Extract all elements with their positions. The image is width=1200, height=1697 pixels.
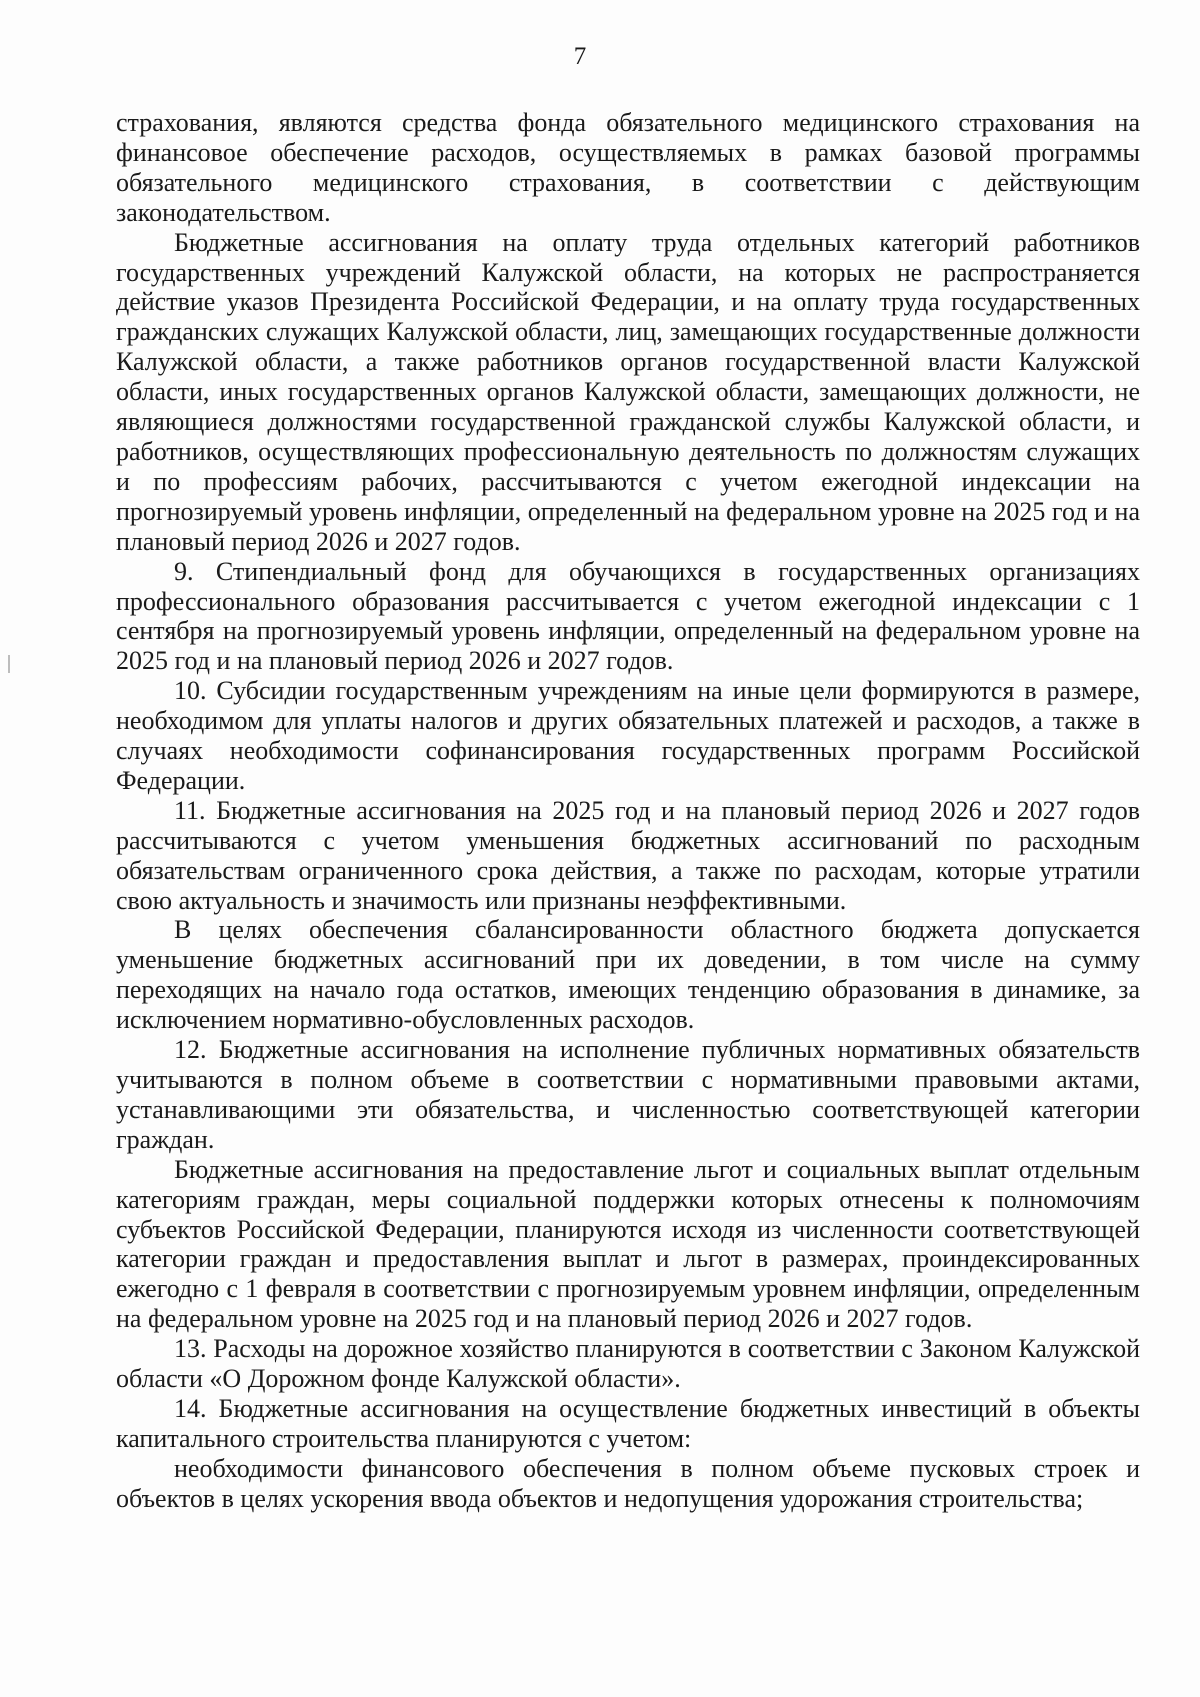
paragraph-item-9-scholarship: 9. Стипендиальный фонд для обучающихся в государственных организациях профессионального образования рассчитывается с учетом ежегодной индексации с 1 сентября на прогнозируемый уровень инфляции, определенный на федеральном уровне на 2025 год и на плановый период 2026 и 2027 годов. (116, 556, 1140, 676)
paragraph-launch-sites: необходимости финансового обеспечения в полном объеме пусковых строек и объектов в целях ускорения ввода объектов и недопущения удорожания строительства; (116, 1453, 1140, 1513)
paragraph-insurance-funds: страхования, являются средства фонда обязательного медицинского страхования на финансовое обеспечение расходов, осуществляемых в рамках базовой программы обязательного медицинского страхования, в соответствии с действующим законодательством. (116, 108, 1140, 227)
document-body (116, 108, 1140, 1514)
paragraph-item-13-road-economy: 13. Расходы на дорожное хозяйство планируются в соответствии с Законом Калужской области «О Дорожном фонде Калужской области». (116, 1334, 1140, 1394)
paragraph-social-benefits: Бюджетные ассигнования на предоставление льгот и социальных выплат отдельным категориям граждан, меры социальной поддержки которых отнесены к полномочиям субъектов Российской Федерации, планируются исходя из численности соответствующей категории граждан и предоставления выплат и льгот в размерах, проиндексированных ежегодно с 1 февраля в соответствии с прогнозируемым уровнем инфляции, определенным на федеральном уровне на 2025 год и на плановый период 2026 и 2027 годов. (116, 1154, 1140, 1334)
paragraph-budget-balance: В целях обеспечения сбалансированности областного бюджета допускается уменьшение бюджетных ассигнований при их доведении, в том числе на сумму переходящих на начало года остатков, имеющих тенденцию образования в динамике, за исключением нормативно-обусловленных расходов. (116, 915, 1140, 1035)
paragraph-item-14-investments: 14. Бюджетные ассигнования на осуществление бюджетных инвестиций в объекты капитального строительства планируются с учетом: (116, 1393, 1140, 1453)
paragraph-item-11-allocations: 11. Бюджетные ассигнования на 2025 год и на плановый период 2026 и 2027 годов рассчитываются с учетом уменьшения бюджетных ассигнований по расходным обязательствам ограниченного срока действия, а также по расходам, которые утратили свою актуальность и значимость или признаны неэффективными. (116, 795, 1140, 915)
paragraph-labor-payment: Бюджетные ассигнования на оплату труда отдельных категорий работников государственных учреждений Калужской области, на которых не распространяется действие указов Президента Российской Федерации, и на оплату труда государственных гражданских служащих Калужской области, лиц, замещающих государственные должности Калужской области, а также работников органов государственной власти Калужской области, иных государственных органов Калужской области, замещающих должности, не являющиеся должностями государственной гражданской службы Калужской области, и работников, осуществляющих профессиональную деятельность по должностям служащих и по профессиям рабочих, рассчитываются с учетом ежегодной индексации на прогнозируемый уровень инфляции, определенный на федеральном уровне на 2025 год и на плановый период 2026 и 2027 годов. (116, 227, 1140, 556)
paragraph-item-10-subsidies: 10. Субсидии государственным учреждениям на иные цели формируются в размере, необходимом для уплаты налогов и других обязательных платежей и расходов, а также в случаях необходимости софинансирования государственных программ Российской Федерации. (116, 676, 1140, 795)
scan-margin-mark (8, 655, 10, 673)
page-number: 7 (573, 43, 587, 70)
paragraph-item-12-public-obligations: 12. Бюджетные ассигнования на исполнение публичных нормативных обязательств учитываются в полном объеме в соответствии с нормативными правовыми актами, устанавливающими эти обязательства, и численностью соответствующей категории граждан. (116, 1035, 1140, 1154)
